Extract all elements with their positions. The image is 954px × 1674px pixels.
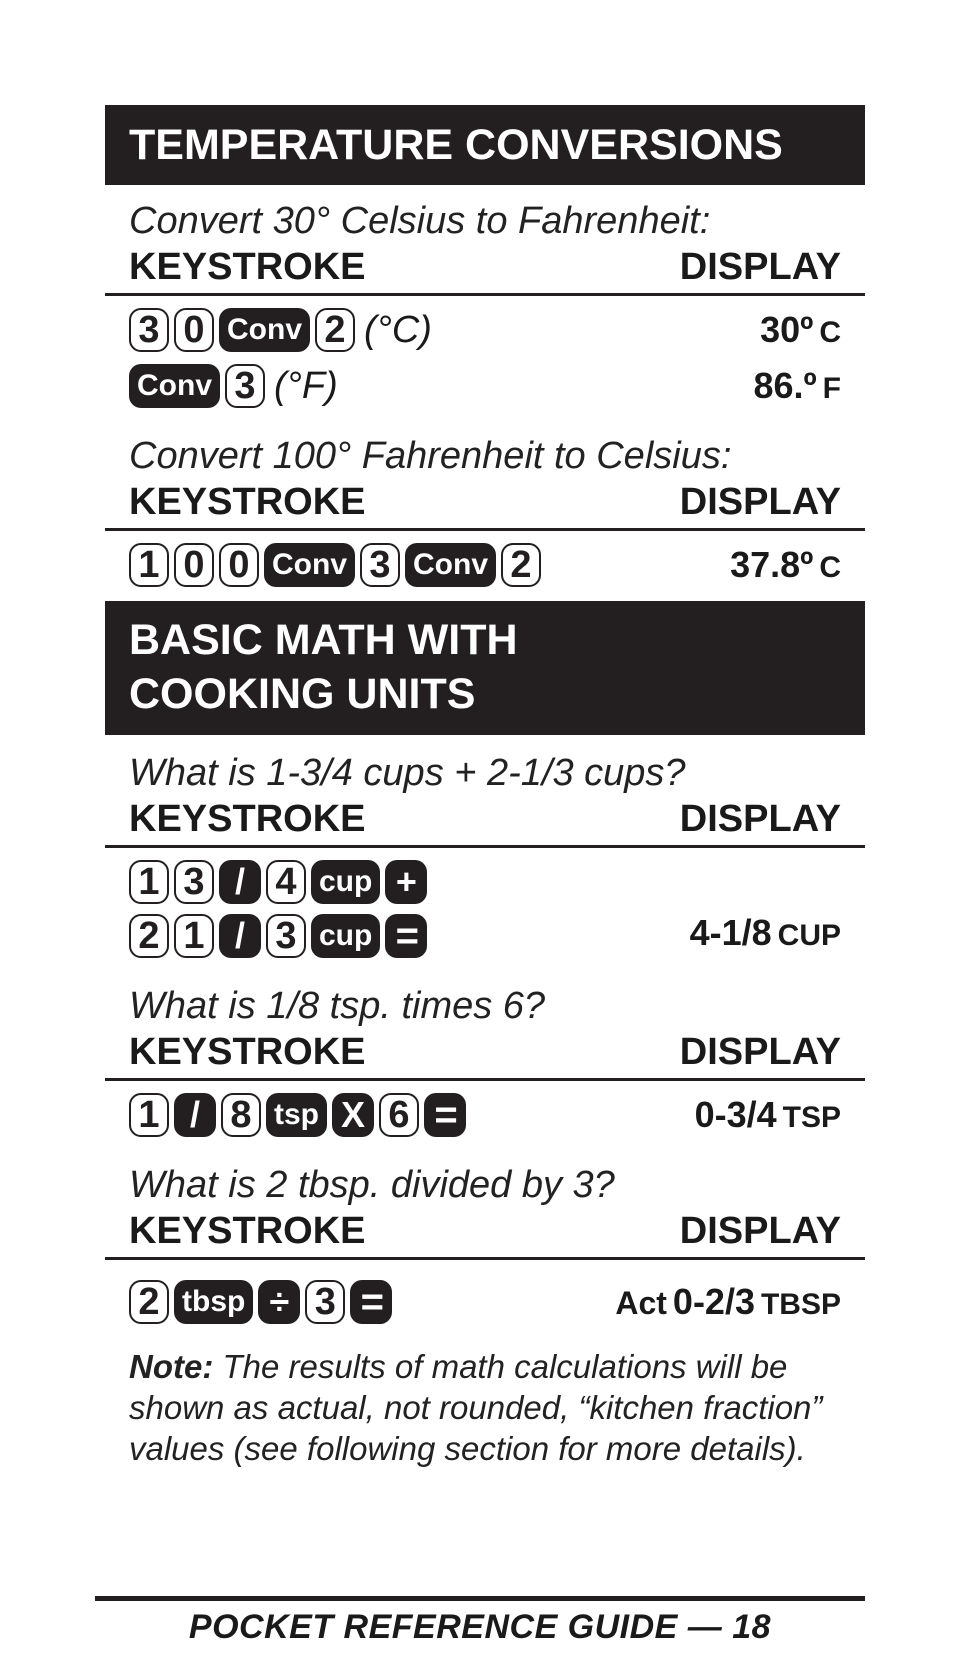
display-value <box>615 1281 841 1323</box>
key-3: 3 <box>129 308 169 352</box>
display-unit: C <box>819 316 841 349</box>
key-conv: Conv <box>129 364 220 408</box>
display-unit: CUP <box>777 919 841 952</box>
key-multiply: X <box>332 1093 374 1137</box>
key-plus: + <box>385 860 427 904</box>
display-number: 0-2/3 <box>672 1281 755 1322</box>
key-cup: cup <box>311 860 380 904</box>
column-header <box>105 243 865 296</box>
column-header <box>105 1207 865 1260</box>
display-unit: C <box>819 551 841 584</box>
key-4: 4 <box>266 860 306 904</box>
key-conv: Conv <box>219 308 310 352</box>
display-number: 4-1/8 <box>689 912 772 953</box>
display-label: DISPLAY <box>679 798 841 840</box>
column-header <box>105 1028 865 1081</box>
section-title-line: BASIC MATH WITH <box>129 616 518 664</box>
question-tsp-multiply: What is 1/8 tsp. times 6? <box>129 985 546 1027</box>
key-1: 1 <box>129 1093 169 1137</box>
keystroke-line <box>129 914 427 958</box>
key-fraction: / <box>219 860 261 904</box>
key-0: 0 <box>174 308 214 352</box>
question-tbsp-divide: What is 2 tbsp. divided by 3? <box>129 1164 615 1206</box>
display-unit: F <box>822 372 841 405</box>
key-3: 3 <box>305 1280 345 1324</box>
key-3: 3 <box>174 860 214 904</box>
key-6: 6 <box>379 1093 419 1137</box>
key-2: 2 <box>501 543 541 587</box>
keystroke-row <box>105 308 865 352</box>
key-fraction: / <box>174 1093 216 1137</box>
keystroke-row <box>105 364 865 408</box>
key-equals: = <box>385 914 427 958</box>
key-3: 3 <box>225 364 265 408</box>
note-paragraph <box>105 1346 865 1469</box>
key-1: 1 <box>129 860 169 904</box>
question-cups-addition: What is 1-3/4 cups + 2-1/3 cups? <box>129 752 686 794</box>
key-conv: Conv <box>264 543 355 587</box>
display-number: 0-3/4 <box>694 1094 777 1135</box>
display-value <box>760 309 841 351</box>
question-celsius-to-fahrenheit: Convert 30° Celsius to Fahrenheit: <box>129 200 711 242</box>
keystroke-label: KEYSTROKE <box>129 481 366 523</box>
display-unit: TBSP <box>760 1288 841 1321</box>
key-cup: cup <box>311 914 380 958</box>
page-content <box>105 105 865 1469</box>
display-act: Act <box>615 1285 667 1321</box>
key-2: 2 <box>129 914 169 958</box>
column-header <box>105 478 865 531</box>
question-fahrenheit-to-celsius: Convert 100° Fahrenheit to Celsius: <box>129 435 732 477</box>
key-0: 0 <box>219 543 259 587</box>
key-tsp: tsp <box>266 1093 327 1137</box>
key-3: 3 <box>360 543 400 587</box>
key-equals: = <box>424 1093 466 1137</box>
keystroke-row <box>105 1280 865 1324</box>
key-2: 2 <box>315 308 355 352</box>
keystroke-label: KEYSTROKE <box>129 246 366 288</box>
key-conv: Conv <box>405 543 496 587</box>
key-3: 3 <box>266 914 306 958</box>
column-header <box>105 795 865 848</box>
section-title-line: COOKING UNITS <box>129 670 476 718</box>
display-label: DISPLAY <box>679 246 841 288</box>
note-text: The results of math calculations will be shown as actual, not rounded, “kitchen fraction” values (see following section for more details). <box>129 1348 823 1467</box>
display-number: 37.8º <box>730 544 814 585</box>
display-value <box>695 1094 841 1136</box>
keystroke-label: KEYSTROKE <box>129 798 366 840</box>
keystroke-label: KEYSTROKE <box>129 1031 366 1073</box>
section-title-temperature: TEMPERATURE CONVERSIONS <box>105 105 865 185</box>
display-value <box>753 365 841 407</box>
display-label: DISPLAY <box>679 1210 841 1252</box>
display-value <box>730 544 841 586</box>
keystroke-label: KEYSTROKE <box>129 1210 366 1252</box>
key-0: 0 <box>174 543 214 587</box>
unit-label: (°F) <box>274 364 338 407</box>
key-tbsp: tbsp <box>174 1280 253 1324</box>
display-value <box>690 912 841 954</box>
key-1: 1 <box>174 914 214 958</box>
keystroke-row <box>105 1093 865 1137</box>
display-label: DISPLAY <box>679 1031 841 1073</box>
key-8: 8 <box>221 1093 261 1137</box>
display-number: 30º <box>760 309 814 350</box>
page-footer: POCKET REFERENCE GUIDE — 18 <box>188 1608 772 1646</box>
key-divide: ÷ <box>258 1280 300 1324</box>
key-equals: = <box>350 1280 392 1324</box>
unit-label: (°C) <box>364 308 432 351</box>
section-title-basic-math <box>105 601 865 735</box>
keystroke-block <box>105 860 865 958</box>
footer-divider <box>95 1596 865 1601</box>
display-label: DISPLAY <box>679 481 841 523</box>
keystroke-row <box>105 543 865 587</box>
display-number: 86.º <box>753 365 817 406</box>
key-2: 2 <box>129 1280 169 1324</box>
display-unit: TSP <box>782 1101 841 1134</box>
key-1: 1 <box>129 543 169 587</box>
note-label: Note: <box>129 1348 214 1385</box>
keystroke-line <box>129 860 427 904</box>
key-fraction: / <box>219 914 261 958</box>
